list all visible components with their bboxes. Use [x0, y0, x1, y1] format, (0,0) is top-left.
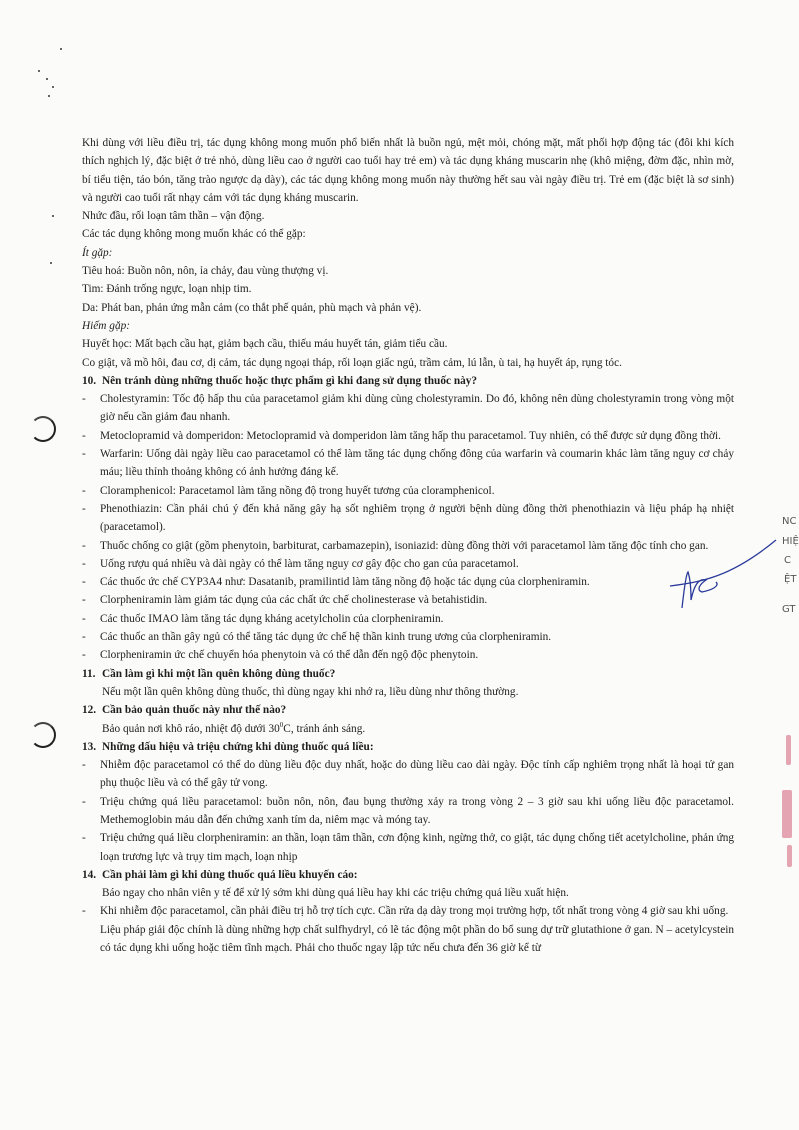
list-item: Huyết học: Mất bạch cầu hạt, giảm bạch cầu, thiếu máu huyết tán, giảm tiểu cầu. — [82, 338, 448, 351]
bullet-item: - Các thuốc IMAO làm tăng tác dụng kháng acetylcholin của clorpheniramin. — [82, 612, 444, 625]
section-10-heading — [82, 372, 734, 390]
margin-mark: GT — [782, 604, 796, 615]
red-stamp-fragment — [786, 735, 791, 765]
binder-hole-top — [30, 416, 56, 442]
scan-speck — [52, 86, 54, 88]
bullet-item: - Khi nhiễm độc paracetamol, cần phải điều trị hỗ trợ tích cực. Cần rửa dạ dày trong mọi trường hợp, tốt nhất trong vòng 4 giờ sau khi uống. — [82, 905, 729, 918]
list-item: Tiêu hoá: Buồn nôn, nôn, ỉa chảy, đau vùng thượng vị. — [82, 265, 329, 278]
margin-mark: C — [784, 555, 791, 566]
bullet-item: - Clorpheniramin ức chế chuyển hóa phenytoin và có thể dẫn đến ngộ độc phenytoin. — [82, 649, 479, 662]
section-number: 14. — [82, 868, 97, 881]
bullet-item: - Metoclopramid và domperidon: Metoclopramid và domperidon làm tăng hấp thu paracetamol. Tuy nhiên, có thể được sử dụng đồng thời. — [82, 429, 721, 442]
bullet-item: - Cholestyramin: Tốc độ hấp thu của paracetamol giảm khi dùng cùng cholestyramin. Do đó, không nên dùng cholestyramin trong vòng một giờ nếu cần giảm đau nhanh. — [82, 393, 734, 424]
scan-speck — [50, 262, 52, 264]
intro-line: Nhức đầu, rối loạn tâm thần – vận động. — [82, 210, 265, 223]
list-item: Da: Phát ban, phản ứng mẫn cảm (co thắt phế quản, phù mạch và phản vệ). — [82, 301, 422, 314]
intro-line: Các tác dụng không mong muốn khác có thể gặp: — [82, 228, 306, 241]
list-item: Tim: Đánh trống ngực, loạn nhịp tim. — [82, 283, 252, 296]
section-title: Cần bảo quản thuốc này như thế nào? — [102, 704, 287, 717]
section-12-heading — [82, 701, 734, 719]
bullet-item: - Thuốc chống co giật (gồm phenytoin, barbiturat, carbamazepin), isoniazid: dùng đồng thời với paracetamol làm tăng độc tính cho gan. — [82, 539, 709, 552]
bullet-item: - Triệu chứng quá liều paracetamol: buồn nôn, nôn, đau bụng thường xảy ra trong vòng 2 – 3 giờ sau khi uống liều độc paracetamol. Methemoglobin máu dẫn đến chứng xanh tím da, niêm mạc và móng tay. — [82, 795, 734, 826]
bullet-item: - Các thuốc ức chế CYP3A4 như: Dasatanib, pramilintid làm tăng nồng độ hoặc tác dụng của clorpheniramin. — [82, 576, 590, 589]
margin-mark: HIỆ — [782, 536, 799, 547]
subheading-hiem-gap: Hiếm gặp: — [82, 319, 131, 332]
section-title: Cần phải làm gì khi dùng thuốc quá liều khuyến cáo: — [102, 868, 358, 881]
subheading-it-gap: Ít gặp: — [82, 246, 113, 259]
section-title: Cần làm gì khi một lần quên không dùng thuốc? — [102, 667, 336, 680]
section-number: 10. — [82, 374, 97, 387]
bullet-item: - Clorpheniramin làm giảm tác dụng của các chất ức chế cholinesterase và betahistidin. — [82, 594, 488, 607]
scan-speck — [46, 78, 48, 80]
scan-speck — [60, 48, 62, 50]
red-stamp-fragment — [787, 845, 792, 867]
bullet-item: - Cloramphenicol: Paracetamol làm tăng nồng độ trong huyết tương của cloramphenicol. — [82, 484, 495, 497]
section-body: Bảo quản nơi khô ráo, nhiệt độ dưới $30^0C$, tránh ánh sáng. — [102, 720, 366, 735]
section-13-heading — [82, 738, 734, 756]
bullet-item: - Phenothiazin: Cần phải chú ý đến khả năng gây hạ sốt nghiêm trọng ở người bệnh dùng đồng thời phenothiazin và liệu pháp hạ nhiệt (paracetamol). — [82, 502, 734, 534]
section-number: 12. — [82, 704, 97, 717]
scan-speck — [52, 215, 54, 217]
section-11-heading — [82, 665, 734, 683]
intro-paragraph: Khi dùng với liều điều trị, tác dụng không mong muốn phổ biến nhất là buồn ngủ, mệt mỏi, chóng mặt, mất phối hợp động tác (đôi khi kích thích nghịch lý, đặc biệt ở trẻ nhỏ, dùng liều cao ở người cao tuổi hay trẻ em) và tác dụng kháng muscarin nhẹ (khô miệng, đờm đặc, nhìn mờ, bí tiểu tiện, táo bón, tăng trào ngược dạ dày), các tác dụng không mong muốn này thường hết sau vài ngày điều trị. Trẻ em (đặc biệt là sơ sinh) và người cao tuổi rất nhạy cảm với tác dụng kháng muscarin. — [82, 137, 734, 204]
list-item: Co giật, vã mồ hôi, đau cơ, dị cảm, tác dụng ngoại tháp, rối loạn giấc ngủ, trầm cảm, lú lẫn, ù tai, hạ huyết áp, rụng tóc. — [82, 356, 622, 369]
section-body: Báo ngay cho nhân viên y tế để xử lý sớm khi dùng quá liều hay khi các triệu chứng quá liều xuất hiện. — [102, 887, 569, 900]
bullet-item: - Các thuốc an thần gây ngủ có thể tăng tác dụng ức chế hệ thần kinh trung ương của clorpheniramin. — [82, 631, 552, 644]
section-body: Nếu một lần quên không dùng thuốc, thì dùng ngay khi nhớ ra, liều dùng như thông thường. — [102, 685, 519, 698]
scan-speck — [38, 70, 40, 72]
section-number: 11. — [82, 667, 96, 680]
margin-mark: NC — [782, 516, 797, 527]
section-title: Nên tránh dùng những thuốc hoặc thực phẩm gì khi đang sử dụng thuốc này? — [102, 374, 478, 387]
red-stamp-fragment — [782, 790, 792, 838]
section-14-heading — [82, 866, 734, 884]
section-number: 13. — [82, 740, 97, 753]
section-body: Liệu pháp giải độc chính là dùng những hợp chất sulfhydryl, có lẽ tác động một phần do bổ sung dự trữ glutathione ở gan. N – acetylcystein có tác dụng khi uống hoặc tiêm tĩnh mạch. Phải cho thuốc ngay lập tức nếu chưa đến 36 giờ kể từ — [100, 923, 734, 955]
bullet-item: - Nhiễm độc paracetamol có thể do dùng liều độc duy nhất, hoặc do dùng liều cao dài ngày. Độc tính cấp nghiêm trọng nhất là hoại tử gan phụ thuộc liều và có thể gây tử vong. — [82, 759, 734, 790]
bullet-item: - Warfarin: Uống dài ngày liều cao paracetamol có thể làm tăng tác dụng chống đông của warfarin và coumarin khác làm tăng nguy cơ chảy máu; liều thỉnh thoảng không có ảnh hưởng đáng kể. — [82, 448, 734, 479]
binder-hole-bottom — [30, 722, 56, 748]
margin-mark: ỆT — [784, 574, 797, 585]
section-title: Những dấu hiệu và triệu chứng khi dùng thuốc quá liều: — [102, 740, 374, 753]
document-body — [82, 134, 734, 957]
scan-speck — [48, 95, 50, 97]
bullet-item: - Triệu chứng quá liều clorpheniramin: an thần, loạn tâm thần, cơn động kinh, ngừng thở, co giật, tác dụng chống tiết acetylcholine, phản ứng loạn trương lực và trụy tim mạch, loạn nhịp — [82, 832, 734, 863]
bullet-item: - Uống rượu quá nhiều và dài ngày có thể làm tăng nguy cơ gây độc cho gan của paracetamol. — [82, 557, 519, 570]
